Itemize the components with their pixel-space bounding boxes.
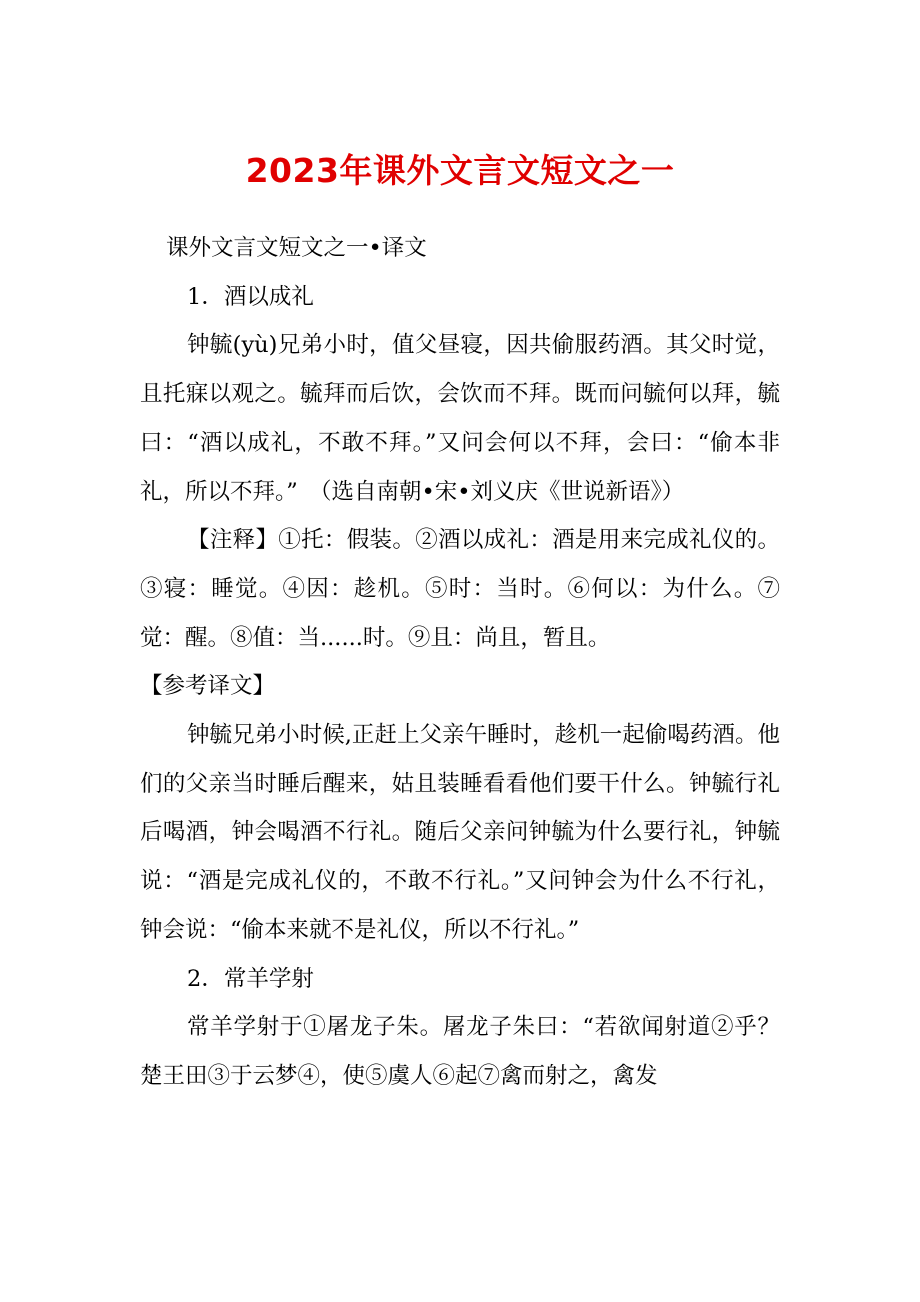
section-heading-1: 1．酒以成礼 — [187, 283, 314, 310]
document-title: 2023年课外文言文短文之一 — [245, 151, 675, 190]
document-body — [140, 224, 780, 1101]
subtitle: 课外文言文短文之一•译文 — [166, 235, 427, 261]
story-2-paragraph: 常羊学射于①屠龙子朱。屠龙子朱曰：“若欲闻射道②乎？楚王田③于云梦④，使⑤虞人⑥起⑦禽而射之，禽发 — [140, 1014, 780, 1089]
story-1-paragraph: 钟毓(yù)兄弟小时，值父昼寝，因共偷服药酒。其父时觉，且托寐以观之。毓拜而后饮，会饮而不拜。既而问毓何以拜，毓曰：“酒以成礼，不敢不拜。”又问会何以不拜，会曰：“偷本非礼，所以不拜。” （选自南朝•宋•刘义庆《世说新语》） — [140, 332, 780, 505]
notes-paragraph: 【注释】①托：假装。②酒以成礼：酒是用来完成礼仪的。③寝：睡觉。④因：趁机。⑤时：当时。⑥何以：为什么。⑦觉：醒。⑧值：当......时。⑨且：尚且，暂且。 — [140, 527, 780, 651]
section-heading-2: 2．常羊学射 — [187, 965, 314, 992]
reference-translation-heading: 【参考译文】 — [140, 673, 276, 700]
translation-paragraph: 钟毓兄弟小时候,正赶上父亲午睡时，趁机一起偷喝药酒。他们的父亲当时睡后醒来，姑且装睡看看他们要干什么。钟毓行礼后喝酒，钟会喝酒不行礼。随后父亲问钟毓为什么要行礼，钟毓说：“酒是完成礼仪的，不敢不行礼。”又问钟会为什么不行礼，钟会说：“偷本来就不是礼仪，所以不行礼。” — [140, 722, 780, 943]
